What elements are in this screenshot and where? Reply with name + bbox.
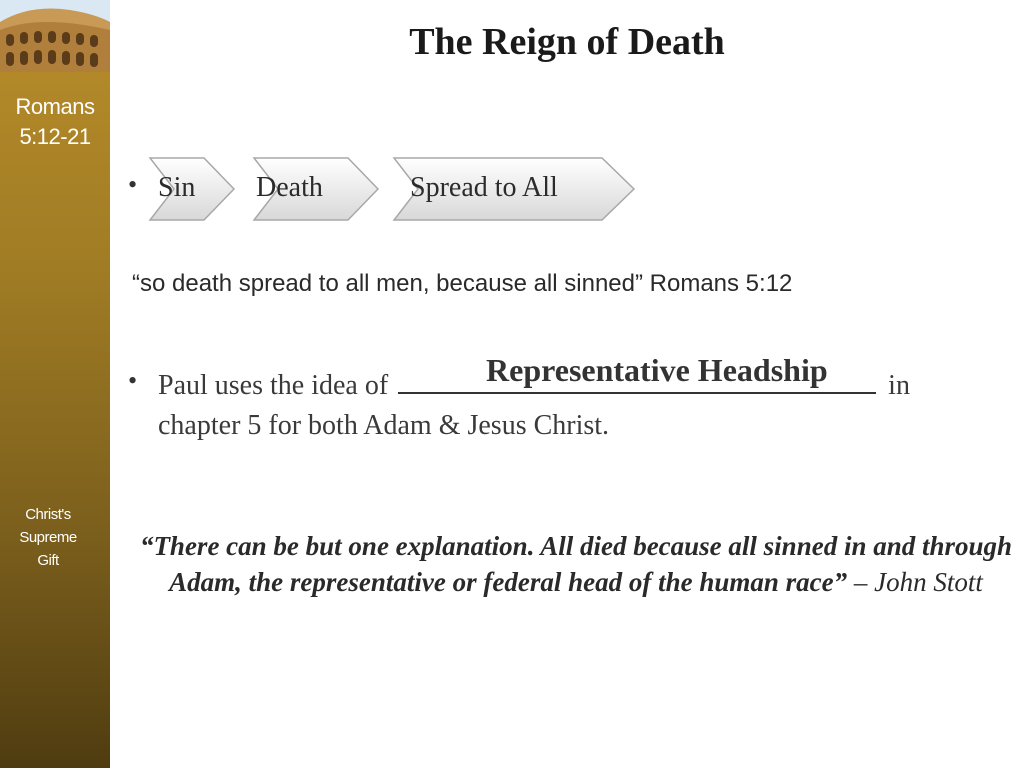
colosseum-image: [0, 0, 110, 72]
paul-text-before: Paul uses the idea of: [158, 370, 389, 401]
quote-attribution: – John Stott: [853, 567, 983, 597]
sidebar: [0, 0, 110, 768]
book-reference: [0, 92, 110, 152]
blank-answer: Representative Headship: [486, 352, 828, 388]
stott-quote-text: “There can be but one explanation. All died because all sinned in and through Adam, the representative or federal head of the human race”: [139, 531, 1013, 597]
bullet-marker: •: [128, 366, 138, 395]
series-subject: [0, 503, 96, 572]
chevron-spread-label: Spread to All: [410, 172, 558, 203]
chevron-sin-label: Sin: [158, 172, 196, 203]
stott-quote: [128, 528, 1024, 600]
book-reference-text: Romans 5:12-21: [15, 94, 95, 149]
slide-title: The Reign of Death: [409, 21, 725, 63]
verse-quote: “so death spread to all men, because all sinned” Romans 5:12: [132, 270, 793, 297]
bullet-marker: •: [128, 170, 138, 199]
chevron-death-label: Death: [256, 172, 323, 203]
paul-text-after: in: [888, 370, 910, 401]
series-subject-text: Christ's Supreme Gift: [19, 506, 77, 569]
paul-text-line2: chapter 5 for both Adam & Jesus Christ.: [158, 410, 610, 441]
